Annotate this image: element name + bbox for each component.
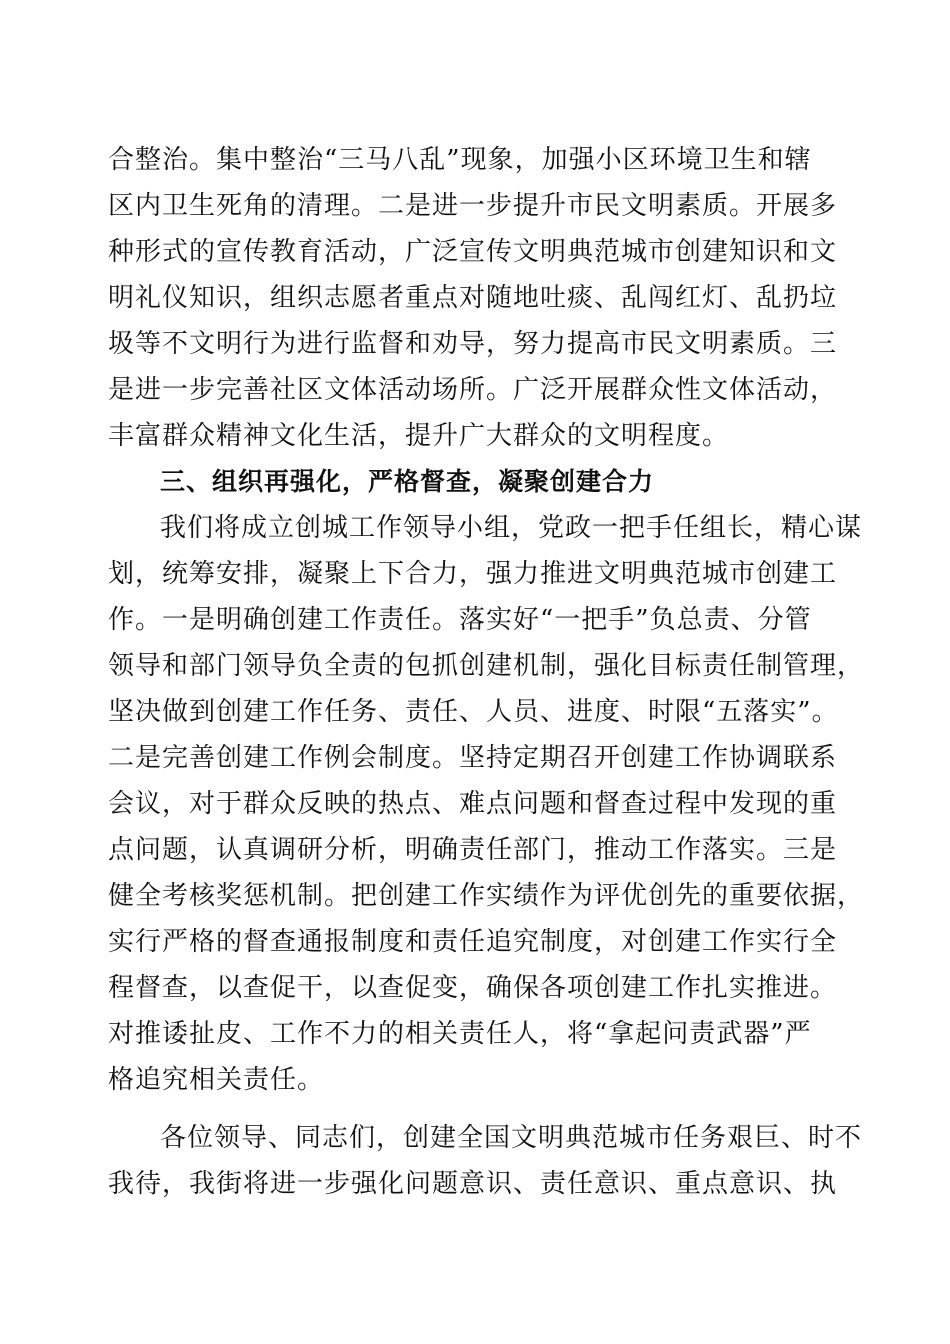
text-line: 点问题，认真调研分析，明确责任部门，推动工作落实。三是 (108, 835, 838, 865)
text-line: 区内卫生死角的清理。二是进一步提升市民文明素质。开展多 (108, 191, 838, 221)
text-line: 我待，我街将进一步强化问题意识、责任意识、重点意识、执 (108, 1169, 838, 1199)
text-line: 丰富群众精神文化生活，提升广大群众的文明程度。 (108, 421, 730, 451)
text-line: 种形式的宣传教育活动，广泛宣传文明典范城市创建知识和文 (108, 237, 838, 267)
text-line: 坚决做到创建工作任务、责任、人员、进度、时限“五落实”。 (108, 697, 839, 727)
text-line: 划，统筹安排，凝聚上下合力，强力推进文明典范城市创建工 (108, 559, 838, 589)
text-line: 我们将成立创城工作领导小组，党政一把手任组长，精心谋 (160, 513, 863, 543)
text-line: 圾等不文明行为进行监督和劝导，努力提高市民文明素质。三 (108, 329, 838, 359)
text-line: 明礼仪知识，组织志愿者重点对随地吐痰、乱闯红灯、乱扔垃 (108, 283, 838, 313)
text-line: 程督查，以查促干，以查促变，确保各项创建工作扎实推进。 (108, 973, 838, 1003)
text-line: 作。一是明确创建工作责任。落实好“一把手”负总责、分管 (108, 605, 812, 635)
text-line: 会议，对于群众反映的热点、难点问题和督查过程中发现的重 (108, 789, 838, 819)
text-line: 各位领导、同志们，创建全国文明典范城市任务艰巨、时不 (160, 1123, 863, 1153)
text-line: 是进一步完善社区文体活动场所。广泛开展群众性文体活动， (108, 375, 838, 405)
text-line: 格追究相关责任。 (108, 1065, 325, 1095)
text-line: 对推诿扯皮、工作不力的相关责任人，将“拿起问责武器”严 (108, 1019, 812, 1049)
text-line: 合整治。集中整治“三马八乱”现象，加强小区环境卫生和辖 (108, 145, 812, 175)
text-line: 二是完善创建工作例会制度。坚持定期召开创建工作协调联系 (108, 743, 838, 773)
text-line: 健全考核奖惩机制。把创建工作实绩作为评优创先的重要依据， (108, 881, 865, 911)
text-line: 实行严格的督查通报制度和责任追究制度，对创建工作实行全 (108, 927, 838, 957)
section-heading: 三、组织再强化，严格督查，凝聚创建合力 (160, 467, 655, 496)
text-line: 领导和部门领导负全责的包抓创建机制，强化目标责任制管理， (108, 651, 865, 681)
